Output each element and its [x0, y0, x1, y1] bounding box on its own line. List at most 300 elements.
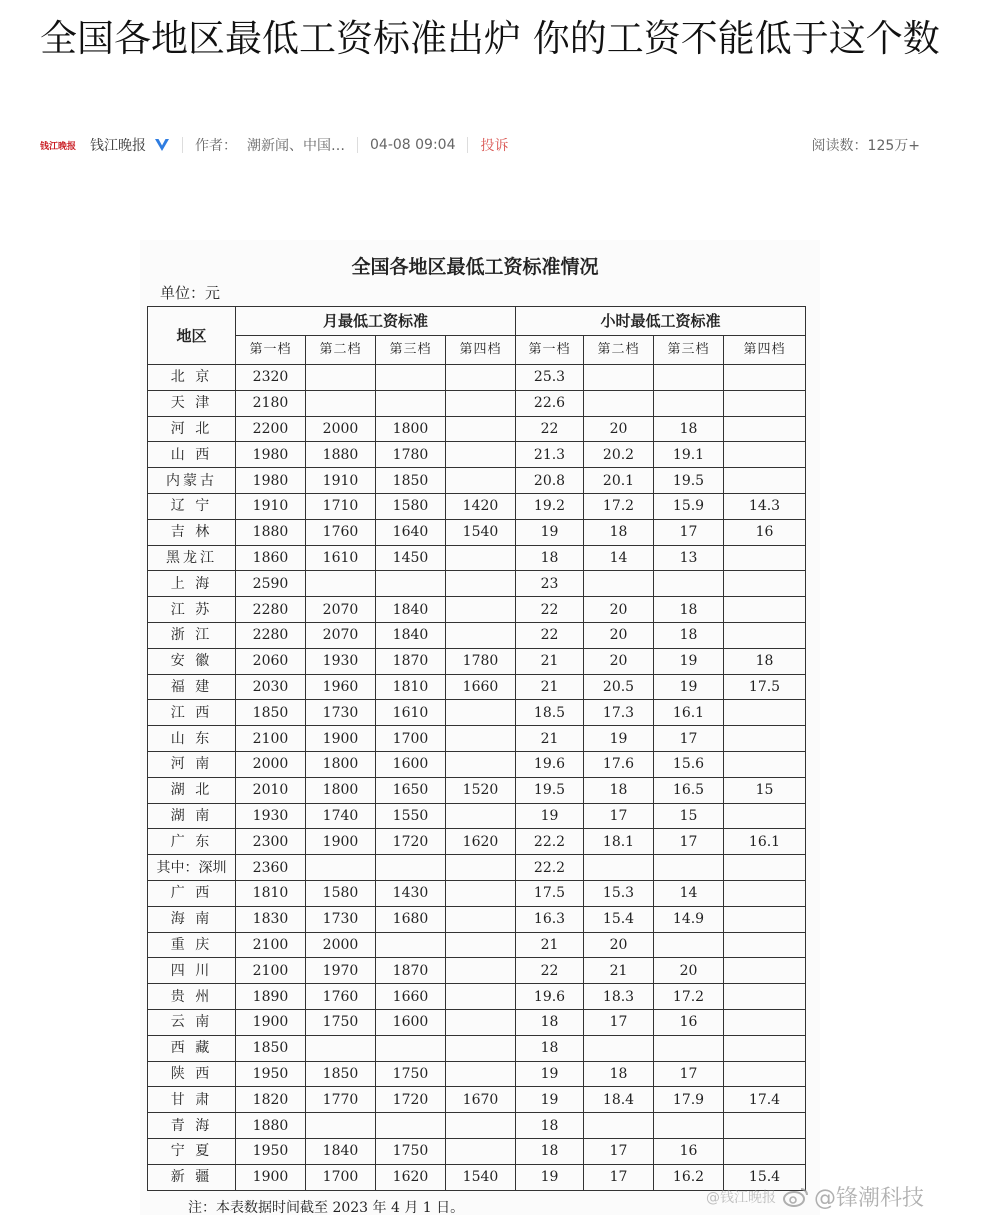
weibo-logo-icon [782, 1186, 810, 1208]
hourly-tier-4-cell [724, 442, 806, 468]
region-cell: 海 南 [148, 906, 236, 932]
hourly-tier-1-cell: 18 [516, 545, 584, 571]
monthly-tier-4-cell [446, 597, 516, 623]
hourly-tier-4-cell [724, 1138, 806, 1164]
monthly-tier-1-cell: 2300 [236, 829, 306, 855]
hourly-tier-2-cell: 17 [584, 1138, 654, 1164]
monthly-tier-1-cell: 2280 [236, 622, 306, 648]
hourly-tier-2-cell: 20 [584, 622, 654, 648]
hourly-tier-4-cell [724, 571, 806, 597]
monthly-tier-2-cell [306, 571, 376, 597]
monthly-tier-4-cell [446, 1113, 516, 1139]
hourly-tier-1-cell: 19.5 [516, 777, 584, 803]
table-row [148, 390, 806, 416]
monthly-tier-4-cell [446, 855, 516, 881]
hourly-tier-2-cell [584, 365, 654, 391]
monthly-tier-1-cell: 1860 [236, 545, 306, 571]
hourly-tier-1-header: 第一档 [516, 336, 584, 365]
monthly-tier-2-header: 第二档 [306, 336, 376, 365]
table-row [148, 932, 806, 958]
hourly-tier-2-cell: 14 [584, 545, 654, 571]
monthly-tier-4-cell [446, 906, 516, 932]
hourly-tier-4-cell [724, 932, 806, 958]
monthly-tier-2-cell: 1700 [306, 1164, 376, 1190]
monthly-tier-4-cell: 1780 [446, 648, 516, 674]
hourly-tier-3-cell: 19 [654, 674, 724, 700]
hourly-tier-2-cell: 20.5 [584, 674, 654, 700]
table-row [148, 597, 806, 623]
monthly-tier-3-cell: 1810 [376, 674, 446, 700]
monthly-tier-4-cell: 1660 [446, 674, 516, 700]
hourly-tier-4-cell [724, 906, 806, 932]
region-cell: 宁 夏 [148, 1138, 236, 1164]
monthly-tier-1-cell: 1900 [236, 1009, 306, 1035]
hourly-tier-1-cell: 19.6 [516, 984, 584, 1010]
hourly-header: 小时最低工资标准 [516, 307, 806, 336]
hourly-tier-1-cell: 19 [516, 519, 584, 545]
region-cell: 其中：深圳 [148, 855, 236, 881]
monthly-tier-4-cell [446, 622, 516, 648]
monthly-tier-4-cell [446, 1009, 516, 1035]
meta-divider [357, 137, 358, 153]
hourly-tier-4-cell: 15.4 [724, 1164, 806, 1190]
monthly-tier-3-cell: 1720 [376, 1087, 446, 1113]
table-note: 注：本表数据时间截至 2023 年 4 月 1 日。 [188, 1200, 465, 1216]
monthly-tier-4-cell [446, 1138, 516, 1164]
monthly-tier-1-cell: 2100 [236, 726, 306, 752]
monthly-tier-1-cell: 2180 [236, 390, 306, 416]
monthly-tier-3-cell: 1750 [376, 1061, 446, 1087]
author-label: 作者： [195, 138, 237, 154]
monthly-tier-1-cell: 1950 [236, 1061, 306, 1087]
hourly-tier-4-cell [724, 984, 806, 1010]
author-name: 潮新闻、中国… [247, 138, 345, 154]
hourly-tier-4-cell [724, 855, 806, 881]
hourly-tier-4-cell [724, 545, 806, 571]
hourly-tier-1-cell: 25.3 [516, 365, 584, 391]
table-header-row [148, 307, 806, 336]
monthly-tier-2-cell: 1900 [306, 829, 376, 855]
hourly-tier-1-cell: 22 [516, 958, 584, 984]
region-cell: 湖 南 [148, 803, 236, 829]
monthly-tier-2-cell: 1900 [306, 726, 376, 752]
hourly-tier-2-cell: 18.3 [584, 984, 654, 1010]
monthly-tier-4-cell: 1540 [446, 1164, 516, 1190]
hourly-tier-4-cell [724, 622, 806, 648]
weibo-watermark [706, 1181, 924, 1212]
monthly-tier-3-cell: 1600 [376, 751, 446, 777]
table-row [148, 1061, 806, 1087]
monthly-tier-1-cell: 1980 [236, 442, 306, 468]
hourly-tier-2-cell: 17.2 [584, 493, 654, 519]
monthly-tier-1-header: 第一档 [236, 336, 306, 365]
monthly-tier-3-cell [376, 932, 446, 958]
region-cell: 甘 肃 [148, 1087, 236, 1113]
read-count: 阅读数：125万+ [811, 138, 920, 154]
monthly-tier-4-cell: 1670 [446, 1087, 516, 1113]
hourly-tier-2-cell: 18.1 [584, 829, 654, 855]
monthly-tier-3-cell: 1650 [376, 777, 446, 803]
monthly-tier-4-header: 第四档 [446, 336, 516, 365]
region-cell: 浙 江 [148, 622, 236, 648]
hourly-tier-2-cell: 17.3 [584, 700, 654, 726]
hourly-tier-3-cell: 19 [654, 648, 724, 674]
monthly-tier-2-cell: 1760 [306, 984, 376, 1010]
region-cell: 山 西 [148, 442, 236, 468]
monthly-tier-2-cell: 1880 [306, 442, 376, 468]
monthly-tier-3-cell: 1450 [376, 545, 446, 571]
hourly-tier-2-cell: 20.1 [584, 468, 654, 494]
hourly-tier-1-cell: 23 [516, 571, 584, 597]
monthly-tier-4-cell: 1520 [446, 777, 516, 803]
watermark-author: @锋潮科技 [814, 1186, 925, 1211]
monthly-tier-1-cell: 1850 [236, 1035, 306, 1061]
hourly-tier-2-cell [584, 1113, 654, 1139]
monthly-tier-4-cell [446, 958, 516, 984]
monthly-tier-3-cell: 1430 [376, 880, 446, 906]
hourly-tier-4-cell [724, 880, 806, 906]
monthly-tier-2-cell [306, 1113, 376, 1139]
region-cell: 江 苏 [148, 597, 236, 623]
hourly-tier-4-cell [724, 390, 806, 416]
hourly-tier-1-cell: 18.5 [516, 700, 584, 726]
region-cell: 安 徽 [148, 648, 236, 674]
hourly-tier-4-cell: 16 [724, 519, 806, 545]
monthly-tier-4-cell: 1540 [446, 519, 516, 545]
table-row [148, 519, 806, 545]
monthly-tier-4-cell [446, 1035, 516, 1061]
table-row [148, 416, 806, 442]
monthly-tier-3-cell [376, 571, 446, 597]
complain-link[interactable]: 投诉 [480, 138, 509, 154]
table-title: 全国各地区最低工资标准情况 [351, 256, 599, 278]
hourly-tier-4-cell [724, 1009, 806, 1035]
region-cell: 福 建 [148, 674, 236, 700]
monthly-tier-2-cell: 1730 [306, 906, 376, 932]
monthly-tier-2-cell: 1580 [306, 880, 376, 906]
hourly-tier-1-cell: 22 [516, 416, 584, 442]
hourly-tier-1-cell: 20.8 [516, 468, 584, 494]
hourly-tier-1-cell: 19.6 [516, 751, 584, 777]
hourly-tier-4-cell [724, 726, 806, 752]
hourly-tier-1-cell: 22.6 [516, 390, 584, 416]
monthly-tier-2-cell: 1760 [306, 519, 376, 545]
region-cell: 河 南 [148, 751, 236, 777]
hourly-tier-2-cell: 18 [584, 1061, 654, 1087]
monthly-tier-1-cell: 1950 [236, 1138, 306, 1164]
hourly-tier-2-cell: 17 [584, 1164, 654, 1190]
region-cell: 重 庆 [148, 932, 236, 958]
monthly-tier-3-cell: 1580 [376, 493, 446, 519]
region-cell: 江 西 [148, 700, 236, 726]
monthly-tier-3-cell: 1870 [376, 958, 446, 984]
hourly-tier-2-cell: 19 [584, 726, 654, 752]
monthly-tier-3-cell: 1870 [376, 648, 446, 674]
table-row [148, 1009, 806, 1035]
table-row [148, 674, 806, 700]
monthly-tier-3-cell: 1850 [376, 468, 446, 494]
monthly-tier-1-cell: 2360 [236, 855, 306, 881]
hourly-tier-3-cell: 17 [654, 519, 724, 545]
hourly-tier-1-cell: 21.3 [516, 442, 584, 468]
hourly-tier-3-cell: 16 [654, 1009, 724, 1035]
monthly-tier-2-cell [306, 390, 376, 416]
hourly-tier-2-cell: 18 [584, 777, 654, 803]
meta-divider [182, 137, 183, 153]
table-row [148, 622, 806, 648]
monthly-tier-1-cell: 1850 [236, 700, 306, 726]
hourly-tier-3-cell: 15.9 [654, 493, 724, 519]
table-row [148, 751, 806, 777]
monthly-tier-2-cell [306, 855, 376, 881]
hourly-tier-2-cell [584, 571, 654, 597]
monthly-tier-3-cell: 1700 [376, 726, 446, 752]
hourly-tier-3-cell: 13 [654, 545, 724, 571]
hourly-tier-3-cell: 15 [654, 803, 724, 829]
table-row [148, 493, 806, 519]
article-meta-bar [40, 134, 920, 156]
hourly-tier-4-cell [724, 597, 806, 623]
hourly-tier-2-cell: 17 [584, 803, 654, 829]
hourly-tier-3-cell: 16.1 [654, 700, 724, 726]
region-cell: 湖 北 [148, 777, 236, 803]
hourly-tier-1-cell: 22.2 [516, 829, 584, 855]
table-row [148, 1138, 806, 1164]
monthly-tier-2-cell: 1770 [306, 1087, 376, 1113]
monthly-tier-4-cell: 1420 [446, 493, 516, 519]
hourly-tier-2-cell: 17 [584, 1009, 654, 1035]
tier-header-row [148, 336, 806, 365]
region-cell: 四 川 [148, 958, 236, 984]
monthly-tier-4-cell [446, 984, 516, 1010]
monthly-tier-2-cell: 2070 [306, 622, 376, 648]
wage-table-image [140, 240, 820, 1215]
monthly-tier-3-cell: 1720 [376, 829, 446, 855]
table-row [148, 1113, 806, 1139]
monthly-tier-4-cell: 1620 [446, 829, 516, 855]
hourly-tier-2-cell: 15.4 [584, 906, 654, 932]
monthly-tier-3-cell: 1750 [376, 1138, 446, 1164]
region-cell: 北 京 [148, 365, 236, 391]
hourly-tier-1-cell: 22 [516, 622, 584, 648]
hourly-tier-3-cell: 16.5 [654, 777, 724, 803]
hourly-tier-3-cell: 16 [654, 1138, 724, 1164]
monthly-tier-1-cell: 1820 [236, 1087, 306, 1113]
table-row [148, 545, 806, 571]
hourly-tier-3-cell: 16.2 [654, 1164, 724, 1190]
monthly-tier-3-cell: 1840 [376, 622, 446, 648]
monthly-tier-2-cell: 1840 [306, 1138, 376, 1164]
region-cell: 云 南 [148, 1009, 236, 1035]
region-cell: 黑龙江 [148, 545, 236, 571]
hourly-tier-3-cell: 17.2 [654, 984, 724, 1010]
hourly-tier-2-cell: 18.4 [584, 1087, 654, 1113]
hourly-tier-2-cell [584, 855, 654, 881]
hourly-tier-1-cell: 21 [516, 726, 584, 752]
hourly-tier-2-cell: 20 [584, 416, 654, 442]
monthly-tier-1-cell: 1930 [236, 803, 306, 829]
table-row [148, 906, 806, 932]
monthly-tier-3-cell [376, 1035, 446, 1061]
monthly-tier-1-cell: 2060 [236, 648, 306, 674]
monthly-tier-4-cell [446, 726, 516, 752]
hourly-tier-4-cell: 18 [724, 648, 806, 674]
monthly-tier-2-cell: 1740 [306, 803, 376, 829]
region-cell: 河 北 [148, 416, 236, 442]
hourly-tier-4-cell [724, 365, 806, 391]
monthly-tier-1-cell: 2000 [236, 751, 306, 777]
hourly-tier-3-cell [654, 1113, 724, 1139]
hourly-tier-2-cell [584, 390, 654, 416]
hourly-tier-4-cell: 16.1 [724, 829, 806, 855]
region-cell: 新 疆 [148, 1164, 236, 1190]
hourly-tier-4-cell [724, 751, 806, 777]
hourly-tier-4-cell [724, 803, 806, 829]
monthly-tier-1-cell: 2280 [236, 597, 306, 623]
monthly-tier-1-cell: 2100 [236, 932, 306, 958]
hourly-tier-2-cell: 20 [584, 648, 654, 674]
table-row [148, 984, 806, 1010]
hourly-tier-4-cell [724, 958, 806, 984]
monthly-tier-1-cell: 1910 [236, 493, 306, 519]
hourly-tier-2-cell: 20 [584, 932, 654, 958]
hourly-tier-3-cell [654, 571, 724, 597]
monthly-tier-3-cell: 1680 [376, 906, 446, 932]
monthly-tier-3-cell: 1840 [376, 597, 446, 623]
hourly-tier-3-header: 第三档 [654, 336, 724, 365]
monthly-tier-2-cell: 1930 [306, 648, 376, 674]
monthly-tier-3-cell [376, 365, 446, 391]
hourly-tier-1-cell: 22 [516, 597, 584, 623]
monthly-tier-4-cell [446, 932, 516, 958]
verified-v-icon [154, 137, 170, 153]
monthly-tier-4-cell [446, 442, 516, 468]
table-row [148, 855, 806, 881]
hourly-tier-1-cell: 19.2 [516, 493, 584, 519]
monthly-tier-2-cell: 2070 [306, 597, 376, 623]
region-cell: 山 东 [148, 726, 236, 752]
region-cell: 青 海 [148, 1113, 236, 1139]
monthly-tier-3-cell [376, 390, 446, 416]
monthly-tier-2-cell: 1910 [306, 468, 376, 494]
publish-time: 04-08 09:04 [370, 137, 456, 153]
monthly-tier-3-cell [376, 855, 446, 881]
monthly-tier-1-cell: 1980 [236, 468, 306, 494]
monthly-tier-4-cell [446, 803, 516, 829]
monthly-tier-2-cell: 2000 [306, 932, 376, 958]
monthly-tier-2-cell: 1800 [306, 777, 376, 803]
hourly-tier-1-cell: 19 [516, 1087, 584, 1113]
monthly-tier-1-cell: 2010 [236, 777, 306, 803]
hourly-tier-4-cell: 17.5 [724, 674, 806, 700]
monthly-tier-2-cell [306, 365, 376, 391]
monthly-tier-3-cell: 1780 [376, 442, 446, 468]
hourly-tier-3-cell: 17 [654, 829, 724, 855]
monthly-tier-2-cell: 1750 [306, 1009, 376, 1035]
hourly-tier-3-cell: 15.6 [654, 751, 724, 777]
hourly-tier-3-cell [654, 365, 724, 391]
monthly-tier-4-cell [446, 468, 516, 494]
region-cell: 广 东 [148, 829, 236, 855]
region-cell: 陕 西 [148, 1061, 236, 1087]
monthly-tier-1-cell: 2590 [236, 571, 306, 597]
meta-divider [467, 137, 468, 153]
region-cell: 吉 林 [148, 519, 236, 545]
monthly-tier-1-cell: 2100 [236, 958, 306, 984]
table-row [148, 442, 806, 468]
hourly-tier-4-cell: 15 [724, 777, 806, 803]
table-row [148, 777, 806, 803]
monthly-tier-4-cell [446, 880, 516, 906]
min-wage-table [147, 306, 806, 1191]
hourly-tier-4-cell [724, 1061, 806, 1087]
monthly-tier-1-cell: 2200 [236, 416, 306, 442]
hourly-tier-2-cell: 20.2 [584, 442, 654, 468]
hourly-tier-4-header: 第四档 [724, 336, 806, 365]
region-cell: 天 津 [148, 390, 236, 416]
monthly-tier-2-cell: 1970 [306, 958, 376, 984]
region-header: 地区 [148, 307, 236, 365]
region-cell: 上 海 [148, 571, 236, 597]
hourly-tier-1-cell: 19 [516, 1061, 584, 1087]
table-row [148, 700, 806, 726]
hourly-tier-1-cell: 16.3 [516, 906, 584, 932]
table-unit: 单位：元 [160, 284, 221, 302]
hourly-tier-1-cell: 17.5 [516, 880, 584, 906]
table-row [148, 1087, 806, 1113]
region-cell: 广 西 [148, 880, 236, 906]
hourly-tier-2-cell: 20 [584, 597, 654, 623]
monthly-tier-1-cell: 1880 [236, 519, 306, 545]
hourly-tier-4-cell [724, 416, 806, 442]
table-row [148, 468, 806, 494]
monthly-tier-4-cell [446, 751, 516, 777]
monthly-tier-2-cell: 1710 [306, 493, 376, 519]
monthly-tier-1-cell: 2320 [236, 365, 306, 391]
hourly-tier-1-cell: 18 [516, 1035, 584, 1061]
table-row [148, 958, 806, 984]
table-row [148, 365, 806, 391]
table-row [148, 803, 806, 829]
monthly-tier-2-cell: 1960 [306, 674, 376, 700]
hourly-tier-3-cell: 17 [654, 1061, 724, 1087]
table-row [148, 880, 806, 906]
monthly-tier-3-cell: 1600 [376, 1009, 446, 1035]
monthly-header: 月最低工资标准 [236, 307, 516, 336]
hourly-tier-2-header: 第二档 [584, 336, 654, 365]
hourly-tier-3-cell: 20 [654, 958, 724, 984]
source-logo[interactable]: 钱江晚报 [40, 141, 77, 152]
hourly-tier-2-cell [584, 1035, 654, 1061]
monthly-tier-4-cell [446, 571, 516, 597]
hourly-tier-4-cell [724, 468, 806, 494]
hourly-tier-1-cell: 21 [516, 674, 584, 700]
hourly-tier-4-cell: 17.4 [724, 1087, 806, 1113]
hourly-tier-1-cell: 21 [516, 932, 584, 958]
table-row [148, 571, 806, 597]
monthly-tier-3-cell: 1550 [376, 803, 446, 829]
monthly-tier-4-cell [446, 390, 516, 416]
hourly-tier-3-cell: 19.5 [654, 468, 724, 494]
hourly-tier-3-cell: 19.1 [654, 442, 724, 468]
hourly-tier-3-cell: 17 [654, 726, 724, 752]
source-name-link[interactable]: 钱江晚报 [90, 138, 146, 154]
hourly-tier-1-cell: 18 [516, 1138, 584, 1164]
monthly-tier-4-cell [446, 545, 516, 571]
hourly-tier-3-cell: 17.9 [654, 1087, 724, 1113]
hourly-tier-1-cell: 18 [516, 1113, 584, 1139]
monthly-tier-1-cell: 2030 [236, 674, 306, 700]
